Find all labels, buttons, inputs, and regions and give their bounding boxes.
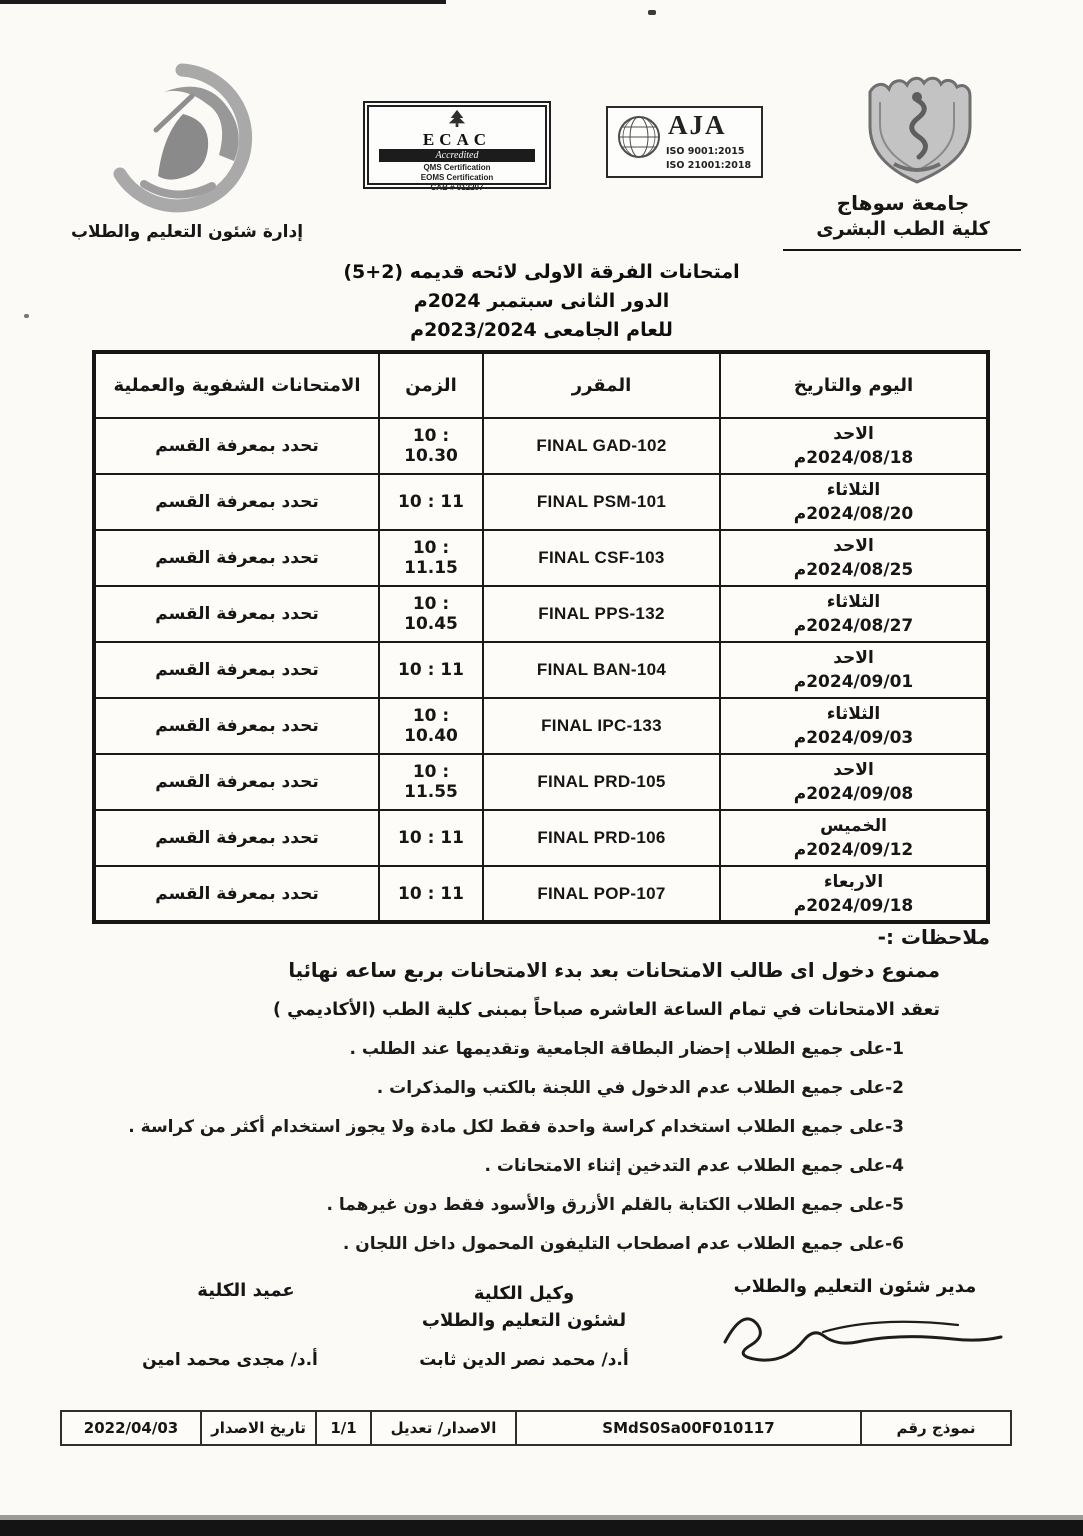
note-exam-time-location: تعقد الامتحانات في تمام الساعة العاشره صباحاً بمبنى كلية الطب (الأكاديمي )	[273, 1000, 940, 1020]
day-date: 2024/08/20م	[793, 504, 914, 524]
cell-day-date	[720, 586, 988, 642]
cell-course: FINAL IPC-133	[483, 698, 720, 754]
note-item-6: 6-على جميع الطلاب عدم اصطحاب التليفون المحمول داخل اللجان .	[342, 1234, 904, 1254]
day-date: 2024/08/25م	[793, 560, 914, 580]
col-header-time: الزمن	[379, 352, 483, 418]
cell-time: 10 : 11.55	[379, 754, 483, 810]
ecac-name: ECAC	[422, 130, 492, 149]
university-name: جامعة سوهاج	[836, 191, 970, 215]
day-name: الاحد	[833, 760, 874, 780]
exam-schedule-table-wrap	[92, 350, 990, 924]
cell-day-date	[720, 754, 988, 810]
table-row	[94, 474, 988, 530]
faculty-shield-logo-icon	[856, 66, 978, 188]
day-date: 2024/08/18م	[793, 448, 914, 468]
day-name: الاحد	[833, 536, 874, 556]
table-row	[94, 530, 988, 586]
director-title: مدير شئون التعليم والطلاب	[733, 1276, 977, 1297]
dean-title: عميد الكلية	[197, 1280, 295, 1301]
cell-oral: تحدد بمعرفة القسم	[94, 474, 379, 530]
day-name: الاربعاء	[823, 871, 884, 892]
aja-iso-9001: ISO 9001:2015	[666, 146, 745, 157]
footer-version-label: الاصدار/ تعديل	[371, 1411, 516, 1445]
footer-form-strip	[60, 1410, 1012, 1446]
table-header-row	[94, 352, 988, 418]
footer-issue-date-value: 2022/04/03	[61, 1411, 201, 1445]
footer-row	[61, 1411, 1011, 1445]
cell-time: 10 : 11.15	[379, 530, 483, 586]
title-line-2: الدور الثانى سبتمبر 2024م	[413, 290, 670, 312]
day-date: 2024/09/12م	[793, 840, 914, 860]
table-row	[94, 642, 988, 698]
note-item-5: 5-على جميع الطلاب الكتابة بالقلم الأزرق والأسود فقط دون غيرهما .	[326, 1195, 904, 1215]
footer-form-label: نموذج رقم	[861, 1411, 1011, 1445]
scan-artifact-top-line	[0, 0, 446, 4]
cell-day-date	[720, 642, 988, 698]
day-date: 2024/09/08م	[793, 784, 914, 804]
notes-section	[85, 922, 990, 1270]
cell-course: FINAL PSM-101	[483, 474, 720, 530]
table-row	[94, 754, 988, 810]
vice-dean-title-line-2: لشئون التعليم والطلاب	[421, 1310, 627, 1331]
cell-course: FINAL POP-107	[483, 866, 720, 922]
cell-course: FINAL PRD-105	[483, 754, 720, 810]
cell-time: 10 : 11	[379, 866, 483, 922]
cell-time: 10 : 11	[379, 810, 483, 866]
table-row	[94, 586, 988, 642]
day-name: الثلاثاء	[826, 480, 881, 500]
cell-time: 10 : 11	[379, 642, 483, 698]
day-name: الخميس	[820, 816, 887, 836]
ecac-cert-line-2: EOMS Certification	[420, 173, 494, 182]
dept-office-label: إدارة شئون التعليم والطلاب	[70, 222, 304, 242]
cell-oral: تحدد بمعرفة القسم	[94, 418, 379, 474]
header-underline	[783, 249, 1021, 251]
exam-schedule-table	[92, 350, 990, 924]
cell-oral: تحدد بمعرفة القسم	[94, 642, 379, 698]
globe-icon	[616, 114, 662, 160]
cell-day-date	[720, 698, 988, 754]
note-no-entry-rule: ممنوع دخول اى طالب الامتحانات بعد بدء الامتحانات بربع ساعه نهائيا	[288, 959, 940, 982]
cell-day-date	[720, 474, 988, 530]
cell-course: FINAL BAN-104	[483, 642, 720, 698]
ecac-accredited-band: Accredited	[379, 149, 535, 162]
day-date: 2024/09/18م	[793, 895, 914, 916]
table-row	[94, 866, 988, 922]
cell-day-date	[720, 530, 988, 586]
aja-iso-logo	[606, 106, 763, 178]
title-line-3: للعام الجامعى 2023/2024م	[410, 319, 673, 341]
day-name: الثلاثاء	[826, 704, 881, 724]
cell-oral: تحدد بمعرفة القسم	[94, 698, 379, 754]
cell-course: FINAL CSF-103	[483, 530, 720, 586]
ecac-accreditation-logo	[363, 101, 551, 192]
day-name: الاحد	[833, 424, 874, 444]
day-date: 2024/09/03م	[793, 728, 914, 748]
cell-course: FINAL GAD-102	[483, 418, 720, 474]
vice-dean-name: أ.د/ محمد نصر الدين ثابت	[419, 1350, 629, 1370]
cell-day-date	[720, 866, 988, 922]
ecac-cab-number: CAB # 012207	[430, 183, 484, 192]
faculty-name: كلية الطب البشرى	[816, 218, 990, 240]
note-item-2: 2-على جميع الطلاب عدم الدخول في اللجنة بالكتب والمذكرات .	[376, 1078, 904, 1098]
scan-artifact-bottom-bar	[0, 1520, 1083, 1536]
document-title-block	[0, 258, 1083, 345]
footer-issue-date-label: تاريخ الاصدار	[201, 1411, 316, 1445]
cell-oral: تحدد بمعرفة القسم	[94, 866, 379, 922]
col-header-oral-practical: الامتحانات الشفوية والعملية	[94, 352, 379, 418]
vice-dean-title-line-1: وكيل الكلية	[473, 1283, 575, 1304]
sohag-medicine-crescent-logo-icon	[86, 60, 278, 226]
scan-speck	[648, 10, 656, 15]
col-header-course: المقرر	[483, 352, 720, 418]
table-row	[94, 418, 988, 474]
cell-time: 10 : 10.40	[379, 698, 483, 754]
footer-table	[60, 1410, 1012, 1446]
cell-time: 10 : 11	[379, 474, 483, 530]
aja-iso-21001: ISO 21001:2018	[666, 160, 752, 171]
cell-day-date	[720, 418, 988, 474]
day-name: الاحد	[833, 648, 874, 668]
cell-oral: تحدد بمعرفة القسم	[94, 586, 379, 642]
cell-time: 10 : 10.30	[379, 418, 483, 474]
ecac-tree-icon	[444, 109, 470, 127]
director-signature-scribble	[703, 1290, 1013, 1366]
note-item-1: 1-على جميع الطلاب إحضار البطاقة الجامعية وتقديمها عند الطلب .	[349, 1039, 904, 1059]
table-row	[94, 698, 988, 754]
cell-course: FINAL PRD-106	[483, 810, 720, 866]
cell-oral: تحدد بمعرفة القسم	[94, 810, 379, 866]
table-row	[94, 810, 988, 866]
footer-version-value: 1/1	[316, 1411, 371, 1445]
cell-day-date	[720, 810, 988, 866]
notes-heading: ملاحظات :-	[877, 925, 990, 949]
dean-name: أ.د/ مجدى محمد امين	[142, 1350, 318, 1370]
vice-dean-title	[406, 1280, 642, 1334]
day-date: 2024/09/01م	[793, 672, 914, 692]
cell-oral: تحدد بمعرفة القسم	[94, 754, 379, 810]
day-date: 2024/08/27م	[793, 616, 914, 636]
cell-oral: تحدد بمعرفة القسم	[94, 530, 379, 586]
cell-course: FINAL PPS-132	[483, 586, 720, 642]
note-item-3: 3-على جميع الطلاب استخدام كراسة واحدة فقط لكل مادة ولا يجوز استخدام أكثر من كراسة .	[128, 1117, 904, 1137]
ecac-cert-line-1: QMS Certification	[423, 163, 491, 172]
title-line-1: امتحانات الفرقة الاولى لائحه قديمه (2+5)	[343, 261, 740, 283]
university-name-block	[781, 190, 1025, 242]
note-item-4: 4-على جميع الطلاب عدم التدخين إثناء الامتحانات .	[484, 1156, 904, 1176]
cell-time: 10 : 10.45	[379, 586, 483, 642]
footer-form-code: SMdS0Sa00F010117	[516, 1411, 861, 1445]
aja-name: AJA	[668, 110, 727, 140]
day-name: الثلاثاء	[826, 592, 881, 612]
col-header-day-date: اليوم والتاريخ	[720, 352, 988, 418]
